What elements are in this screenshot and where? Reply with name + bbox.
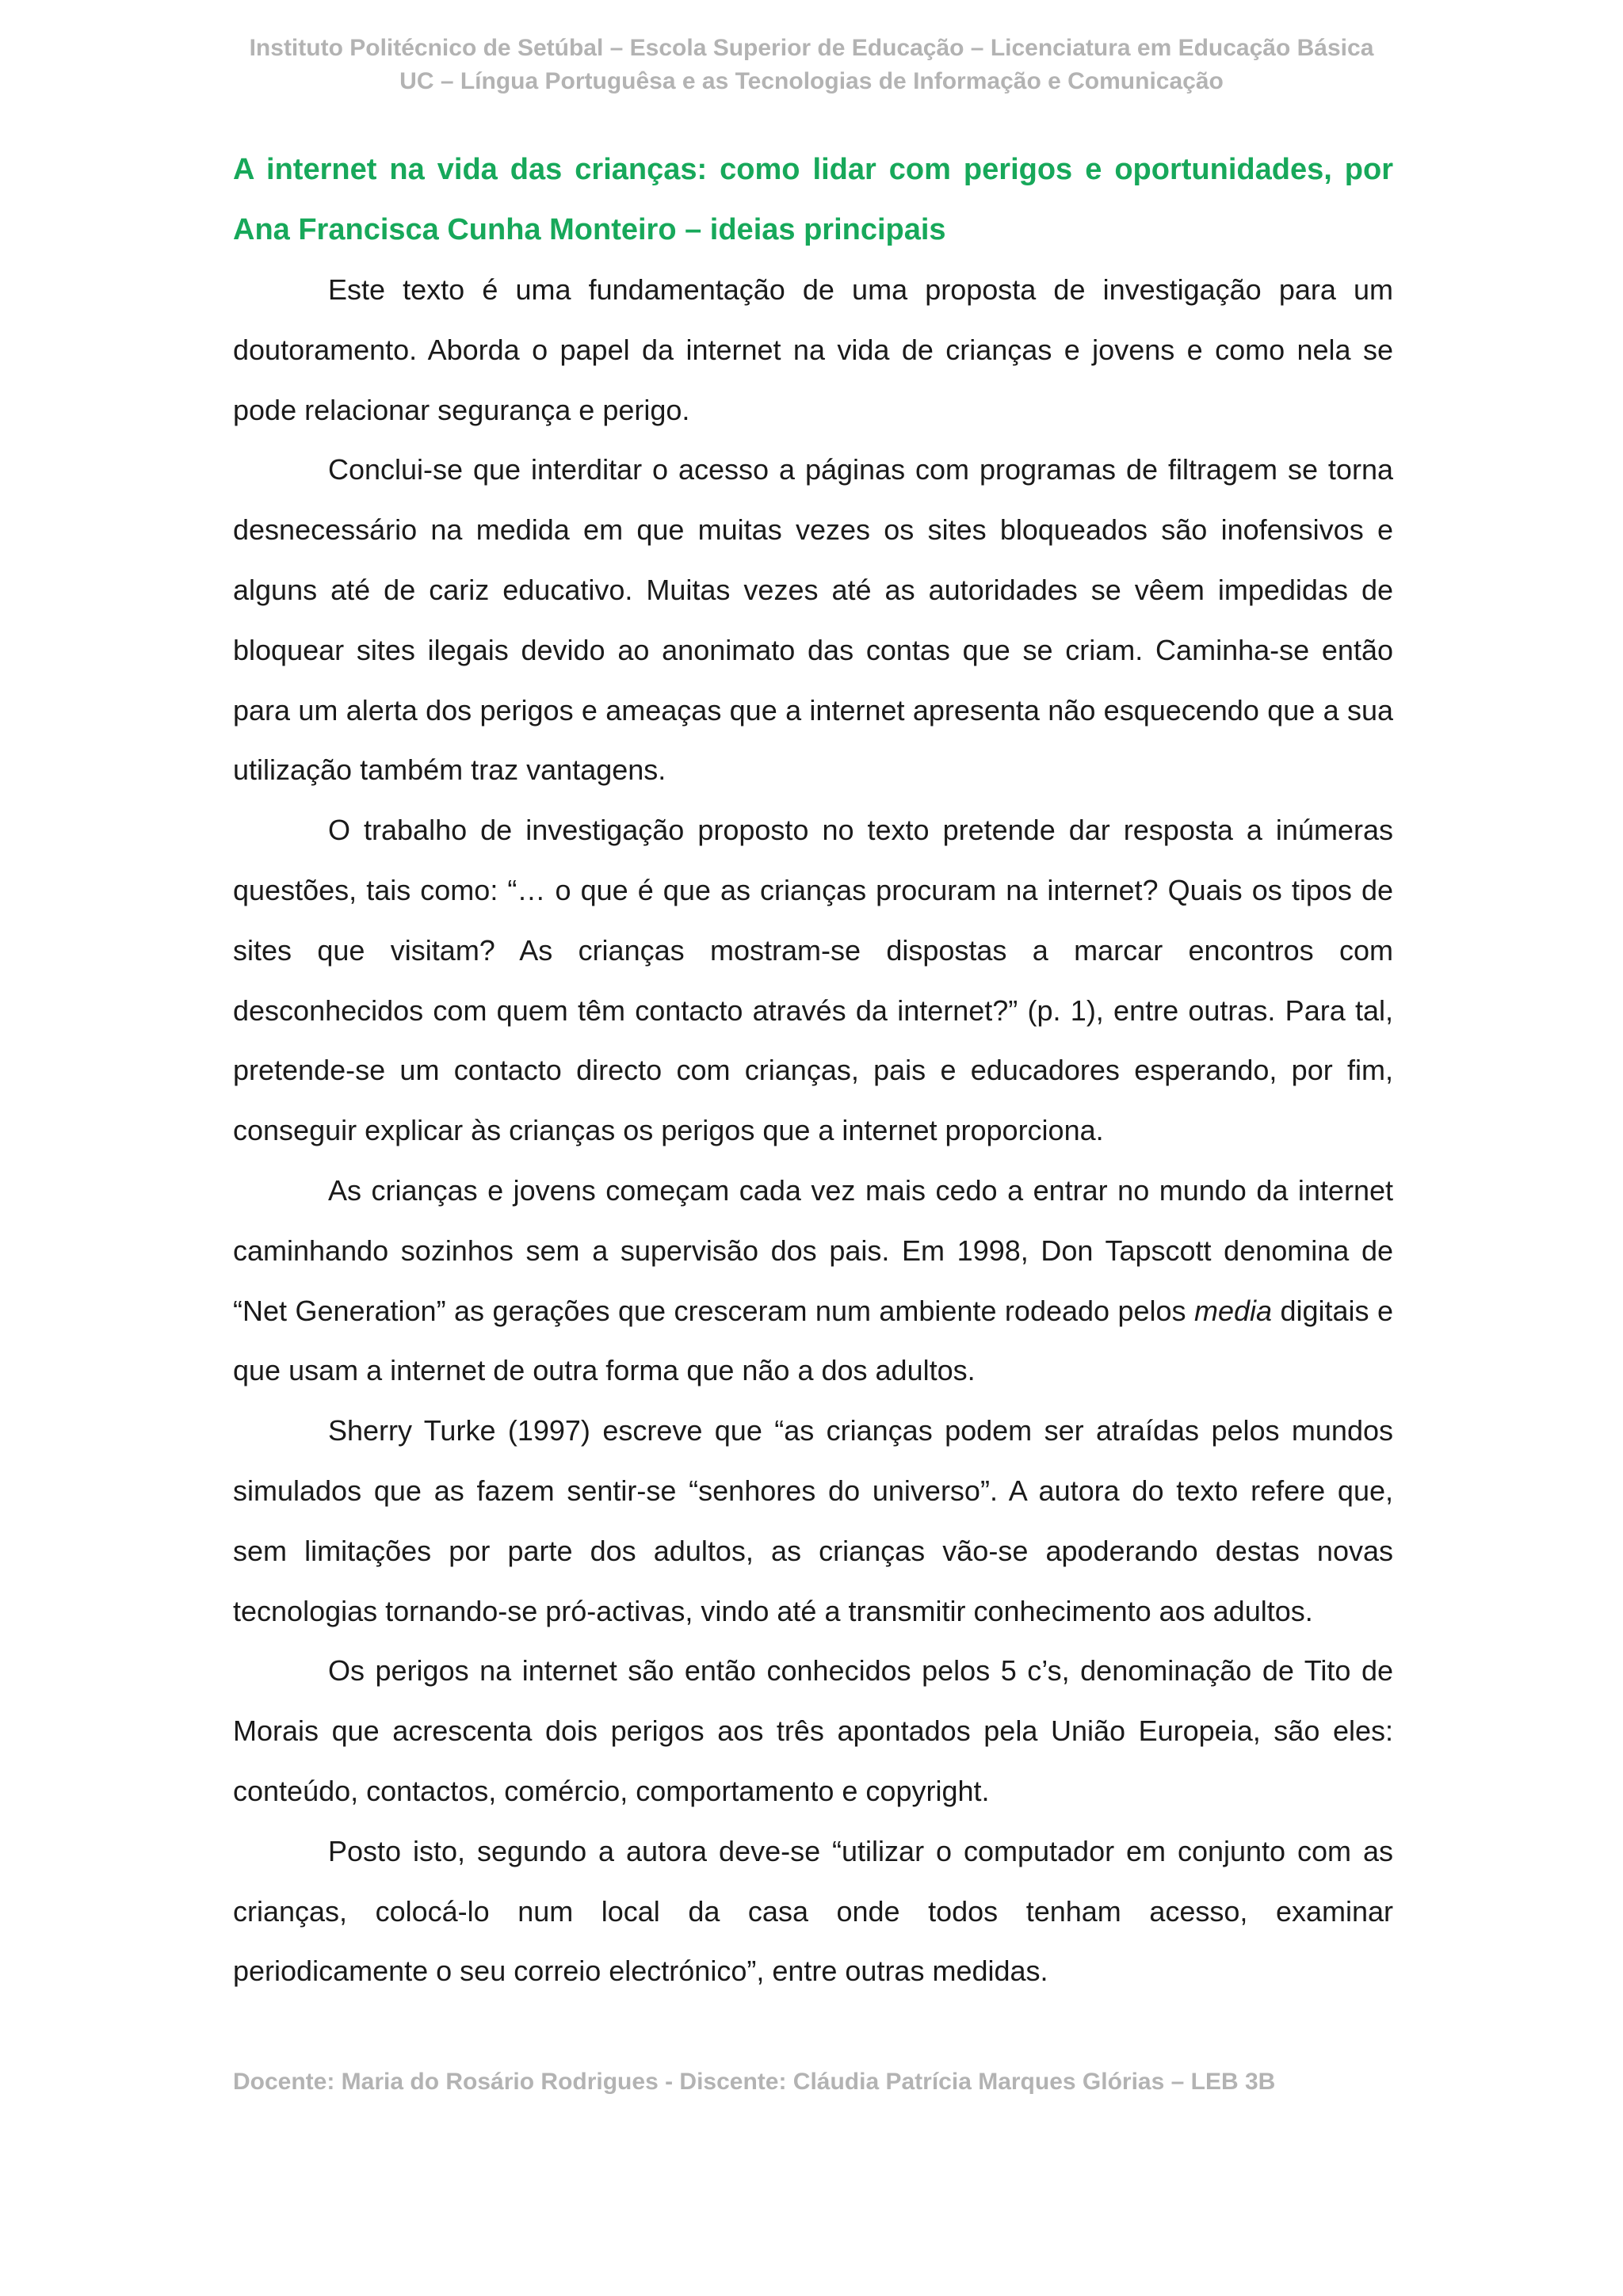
document-title: A internet na vida das crianças: como lidar com perigos e oportunidades, por Ana Francisca Cunha Monteiro – ideias principais [233,153,1393,246]
paragraph-net-generation-italic: media [1193,1294,1273,1327]
paragraph-net-generation-text-before: As crianças e jovens começam cada vez mais cedo a entrar no mundo da internet caminhando sozinhos sem a supervisão dos pais. Em 1998, Don Tapscott denomina de “Net Generation” as gerações que cresceram num ambiente rodeado pelos [233,1173,1393,1327]
page-footer: Docente: Maria do Rosário Rodrigues - Discente: Cláudia Patrícia Marques Glórias – LEB 3B [233,2069,1276,2095]
paragraph-filtering: Conclui-se que interditar o acesso a páginas com programas de filtragem se torna desnecessário na medida em que muitas vezes os sites bloqueados são inofensivos e alguns até de cariz educativo. Muitas vezes até as autoridades se vêem impedidas de bloquear sites ilegais devido ao anonimato das contas que se criam. Caminha-se então para um alerta dos perigos e ameaças que a internet apresenta não esquecendo que a sua utilização também traz vantagens. [233,453,1393,787]
header-institution-line: Instituto Politécnico de Setúbal – Escola Superior de Educação – Licenciatura em Educação Básica [249,35,1374,61]
paragraph-net-generation [233,1161,1393,1401]
paragraph-five-cs: Os perigos na internet são então conhecidos pelos 5 c’s, denominação de Tito de Morais que acrescenta dois perigos aos três apontados pela União Europeia, são eles: conteúdo, contactos, comércio, comportamento e copyright. [233,1654,1393,1807]
document-body [233,139,1393,2001]
paragraph-intro: Este texto é uma fundamentação de uma proposta de investigação para um doutoramento. Aborda o papel da internet na vida de crianças e jovens e como nela se pode relacionar segurança e perigo. [233,273,1393,426]
paragraph-net-generation-text-after: digitais e que usam a internet de outra forma que não a dos adultos. [233,1294,1393,1387]
paragraph-recommendations: Posto isto, segundo a autora deve-se “utilizar o computador em conjunto com as crianças, colocá-lo num local da casa onde todos tenham acesso, examinar periodicamente o seu correio electrónico”, entre outras medidas. [233,1834,1393,1988]
paragraph-research-questions: O trabalho de investigação proposto no texto pretende dar resposta a inúmeras questões, tais como: “… o que é que as crianças procuram na internet? Quais os tipos de sites que visitam? As crianças mostram-se dispostas a marcar encontros com desconhecidos com quem têm contacto através da internet?” (p. 1), entre outras. Para tal, pretende-se um contacto directo com crianças, pais e educadores esperando, por fim, conseguir explicar às crianças os perigos que a internet proporciona. [233,814,1393,1147]
paragraph-turkle: Sherry Turke (1997) escreve que “as crianças podem ser atraídas pelos mundos simulados que as fazem sentir-se “senhores do universo”. A autora do texto refere que, sem limitações por parte dos adultos, as crianças vão-se apoderando destas novas tecnologias tornando-se pró-activas, vindo até a transmitir conhecimento aos adultos. [233,1414,1393,1627]
page-header [0,32,1623,98]
header-course-line: UC – Língua Portuguêsa e as Tecnologias de Informação e Comunicação [399,68,1224,94]
